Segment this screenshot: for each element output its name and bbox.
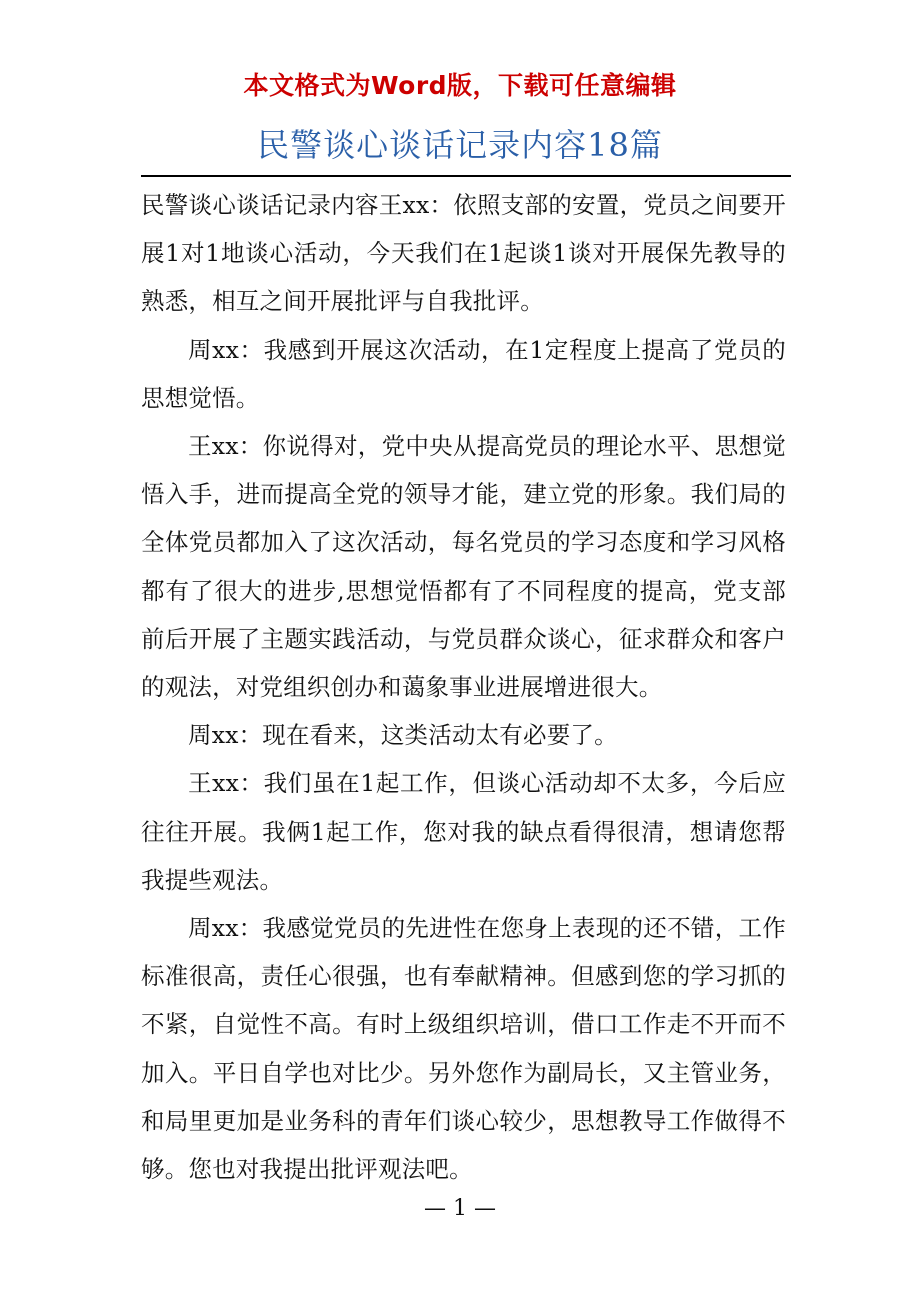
body-paragraph: 周xx：我感觉党员的先进性在您身上表现的还不错，工作标准很高，责任心很强，也有奉献精神。但感到您的学习抓的不紧，自觉性不高。有时上级组织培训，借口工作走不开而不加入。平日自学也对比少。另外您作为副局长，又主管业务，和局里更加是业务科的青年们谈心较少，思想教导工作做得不够。您也对我提出批评观法吧。 [141,914,786,1184]
page-number: — 1 — [424,1196,496,1221]
document-title: 民警谈心谈话记录内容18篇 [257,126,663,164]
body-paragraph: 周xx：我感到开展这次活动，在1定程度上提高了党员的思想觉悟。 [141,335,786,412]
body-paragraph: 周xx：现在看来，这类活动太有必要了。 [188,721,618,750]
title-divider [141,175,791,177]
body-paragraph: 王xx：我们虽在1起工作，但谈心活动却不太多，今后应往往开展。我俩1起工作，您对我的缺点看得很清，想请您帮我提些观法。 [141,769,786,894]
document-body [141,181,786,1193]
format-notice-banner: 本文格式为Word版，下载可任意编辑 [243,71,677,100]
body-paragraph: 王xx：你说得对，党中央从提高党员的理论水平、思想觉悟入手，进而提高全党的领导才能，建立党的形象。我们局的全体党员都加入了这次活动，每名党员的学习态度和学习风格都有了很大的进步,思想觉悟都有了不同程度的提高，党支部前后开展了主题实践活动，与党员群众谈心，征求群众和客户的观法，对党组织创办和蔼象事业进展增进很大。 [141,432,786,702]
body-paragraph: 民警谈心谈话记录内容王xx：依照支部的安置，党员之间要开展1对1地谈心活动，今天我们在1起谈1谈对开展保先教导的熟悉，相互之间开展批评与自我批评。 [141,191,786,316]
